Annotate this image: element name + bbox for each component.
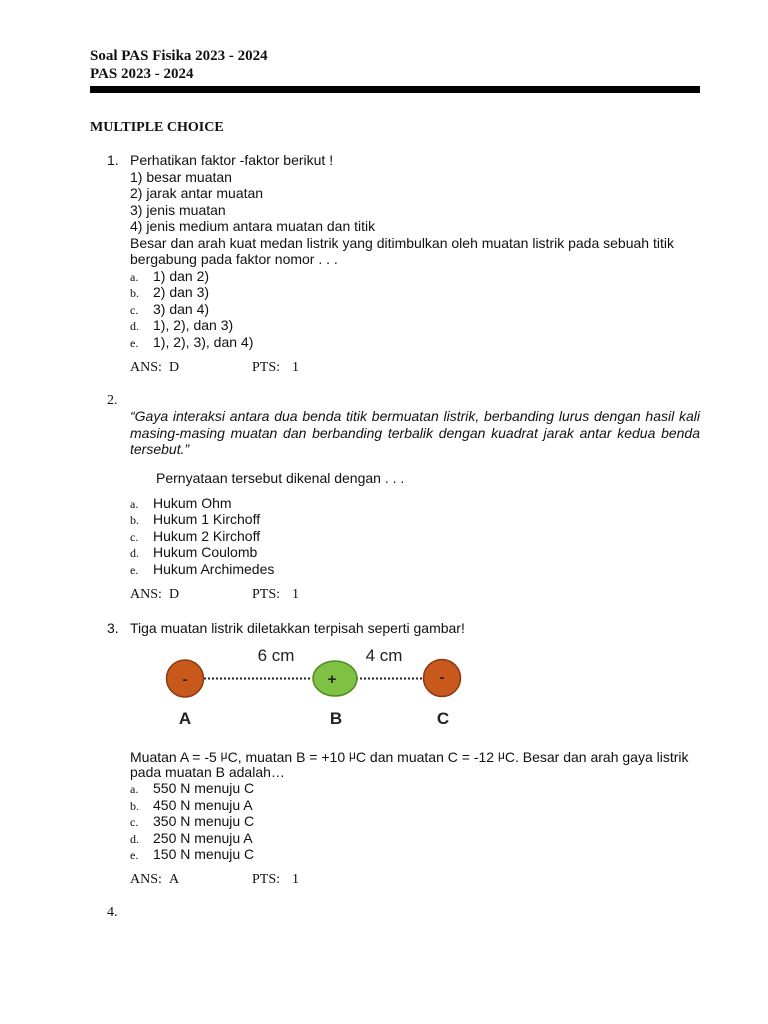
answer-option-e[interactable]: [130, 846, 254, 864]
question-line: Besar dan arah kuat medan listrik yang ditimbulkan oleh muatan listrik pada sebuah titik: [130, 234, 674, 251]
question-number: 1.: [107, 152, 119, 168]
section-title: MULTIPLE CHOICE: [90, 120, 224, 135]
points-label: PTS:: [252, 360, 281, 375]
answer-option-c[interactable]: [130, 813, 254, 831]
option-letter: d.: [130, 831, 139, 846]
option-letter: e.: [130, 562, 139, 577]
answer-key-label: ANS:: [130, 872, 162, 887]
option-letter: b.: [130, 798, 139, 813]
option-text: 3) dan 4): [153, 300, 210, 317]
answer-key-value: A: [169, 872, 180, 887]
document-subtitle: PAS 2023 - 2024: [90, 66, 194, 82]
option-text: Hukum 1 Kirchoff: [153, 511, 261, 527]
answer-key-label: ANS:: [130, 587, 162, 602]
question-line: 4) jenis medium antara muatan dan titik: [130, 218, 376, 234]
option-text: 1) dan 2): [153, 267, 210, 284]
points-value: 1: [292, 360, 299, 375]
answer-option-a[interactable]: [130, 495, 232, 513]
question-4-number: 4.: [107, 905, 118, 920]
question-line: 2) jarak antar muatan: [130, 185, 264, 201]
answer-key-value: D: [169, 360, 180, 375]
option-text: Hukum 2 Kirchoff: [153, 527, 261, 544]
question-line: 1) besar muatan: [130, 168, 232, 185]
charge-b-sign: +: [327, 671, 337, 688]
option-text: 1), 2), dan 3): [153, 317, 234, 333]
document-title: Soal PAS Fisika 2023 - 2024: [90, 48, 268, 64]
option-letter: b.: [130, 513, 139, 527]
question-line: bergabung pada faktor nomor . . .: [130, 251, 338, 267]
answer-option-a[interactable]: [130, 780, 254, 798]
option-text: 250 N menuju A: [153, 829, 253, 846]
answer-key-label: ANS:: [130, 360, 162, 375]
option-text: 350 N menuju C: [153, 813, 255, 829]
answer-option-d[interactable]: [130, 317, 233, 335]
body-text: Muatan A = -5: [130, 749, 221, 765]
charge-c-label: C: [436, 709, 450, 728]
option-text: Hukum Coulomb: [153, 544, 258, 560]
option-text: 450 N menuju A: [153, 796, 253, 813]
charge-c-sign: -: [439, 669, 445, 686]
option-text: 1), 2), 3), dan 4): [153, 333, 254, 350]
answer-option-e[interactable]: [130, 334, 253, 352]
header-rule: [90, 86, 700, 93]
micro-symbol: μ: [349, 748, 356, 762]
question-line: 3) jenis muatan: [130, 201, 226, 218]
charges-figure: [150, 640, 480, 735]
answer-option-d[interactable]: [130, 544, 257, 562]
answer-key-value: D: [169, 587, 180, 602]
charge-a-label: A: [178, 709, 192, 728]
answer-option-c[interactable]: [130, 301, 209, 319]
option-letter: e.: [130, 848, 139, 862]
answer-option-e[interactable]: [130, 561, 274, 579]
question-number: 2.: [107, 393, 118, 408]
option-letter: c.: [130, 302, 139, 317]
question-line: Perhatikan faktor -faktor berikut !: [130, 152, 334, 168]
answer-option-b[interactable]: [130, 797, 253, 815]
answer-option-b[interactable]: [130, 284, 209, 302]
option-text: 550 N menuju C: [153, 780, 255, 796]
option-text: 2) dan 3): [153, 284, 210, 300]
option-text: Hukum Ohm: [153, 494, 232, 511]
option-text: 150 N menuju C: [153, 846, 255, 862]
question-intro: Tiga muatan listrik diletakkan terpisah seperti gambar!: [130, 620, 465, 636]
question-body-line: pada muatan B adalah…: [130, 763, 285, 780]
option-letter: c.: [130, 815, 139, 829]
distance-bc-label: 4 cm: [365, 646, 403, 665]
answer-option-d[interactable]: [130, 830, 253, 848]
answer-option-b[interactable]: [130, 511, 260, 529]
option-letter: b.: [130, 286, 139, 300]
answer-option-c[interactable]: [130, 528, 260, 546]
micro-symbol: μ: [220, 748, 228, 762]
option-letter: a.: [130, 269, 139, 284]
micro-symbol: μ: [497, 748, 505, 762]
body-text: C, muatan B = +10: [227, 749, 349, 765]
points-value: 1: [292, 872, 299, 887]
answer-option-a[interactable]: [130, 268, 209, 286]
option-letter: c.: [130, 529, 139, 544]
body-text: C. Besar dan arah gaya listrik: [504, 749, 689, 765]
option-letter: a.: [130, 782, 139, 796]
question-quote: “Gaya interaksi antara dua benda titik bermuatan listrik, berbanding lurus dengan hasil kali masing-masing muatan dan berbanding terbalik dengan kuadrat jarak antar kedua benda tersebut.”: [130, 408, 700, 457]
question-number: 3.: [107, 620, 119, 636]
distance-ab-label: 6 cm: [257, 646, 295, 665]
charge-b-label: B: [329, 709, 343, 728]
body-text: C dan muatan C = -12: [355, 749, 498, 765]
option-letter: d.: [130, 319, 139, 333]
points-value: 1: [292, 587, 299, 602]
charge-a-sign: -: [182, 671, 188, 688]
points-label: PTS:: [252, 872, 281, 887]
points-label: PTS:: [252, 587, 281, 602]
option-text: Hukum Archimedes: [153, 560, 275, 577]
option-letter: e.: [130, 335, 139, 350]
option-letter: a.: [130, 496, 139, 511]
option-letter: d.: [130, 546, 139, 560]
question-statement: Pernyataan tersebut dikenal dengan . . .: [156, 470, 405, 486]
